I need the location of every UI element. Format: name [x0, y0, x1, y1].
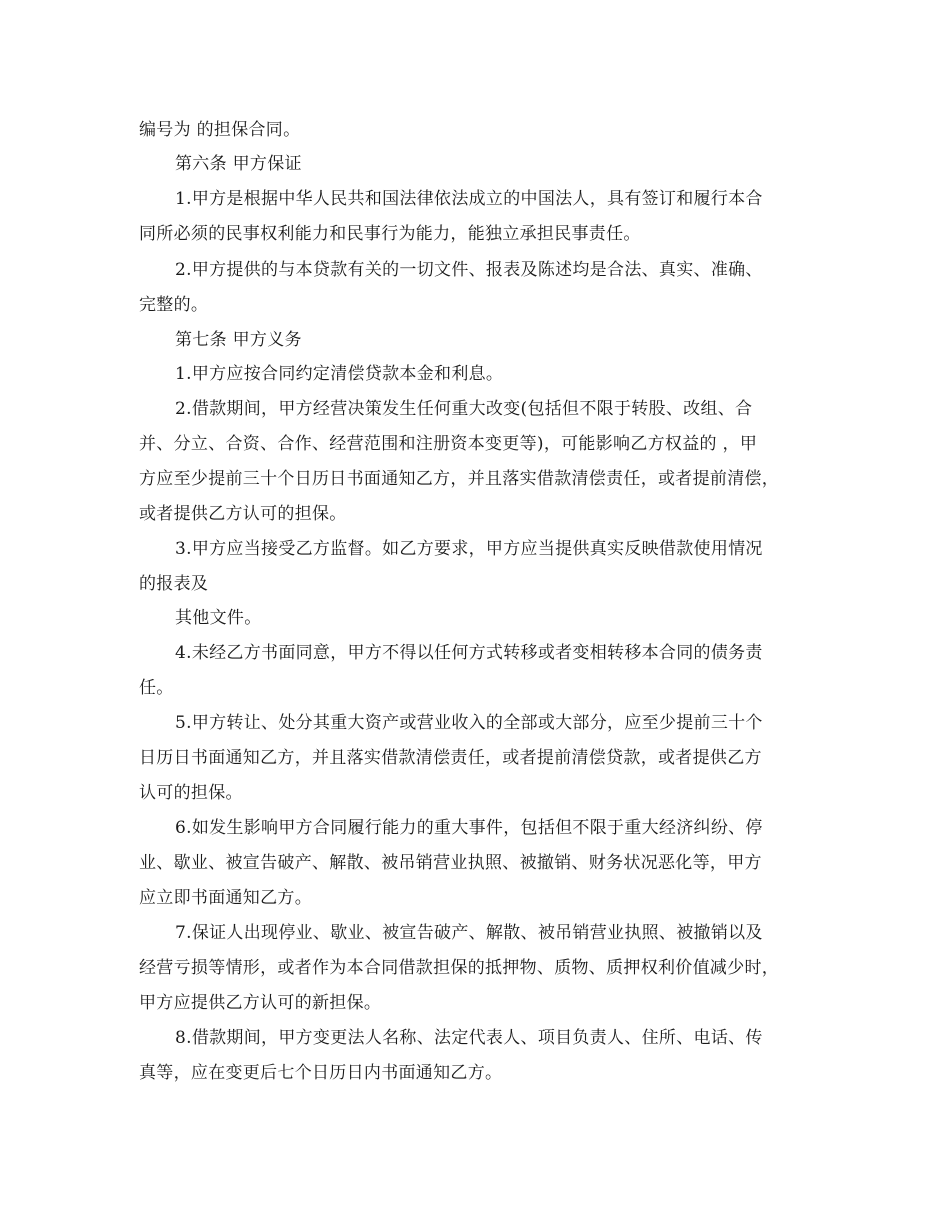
text-line: 经营亏损等情形，或者作为本合同借款担保的抵押物、质物、质押权利价值减少时，	[139, 958, 780, 978]
text-line: 的报表及	[139, 574, 209, 594]
text-line: 8.借款期间，甲方变更法人名称、法定代表人、项目负责人、住所、电话、传	[175, 1028, 763, 1048]
text-line: 2.甲方提供的与本贷款有关的一切文件、报表及陈述均是合法、真实、准确、	[175, 260, 763, 280]
text-line: 并、分立、合资、合作、经营范围和注册资本变更等)，可能影响乙方权益的 ，甲	[139, 434, 758, 454]
text-line: 甲方应提供乙方认可的新担保。	[139, 993, 382, 1013]
text-line: 5.甲方转让、处分其重大资产或营业收入的全部或大部分，应至少提前三十个	[175, 713, 763, 733]
section-heading: 第六条 甲方保证	[175, 154, 302, 174]
section-heading: 第七条 甲方义务	[175, 330, 302, 350]
text-line: 1.甲方应按合同约定清偿贷款本金和利息。	[175, 364, 504, 384]
text-line: 7.保证人出现停业、歇业、被宣告破产、解散、被吊销营业执照、被撤销以及	[175, 923, 763, 943]
text-line: 编号为 的担保合同。	[139, 120, 301, 140]
text-line: 日历日书面通知乙方，并且落实借款清偿责任，或者提前清偿贷款，或者提供乙方	[139, 748, 762, 768]
text-line: 或者提供乙方认可的担保。	[139, 504, 347, 524]
text-line: 其他文件。	[175, 608, 262, 628]
text-line: 3.甲方应当接受乙方监督。如乙方要求，甲方应当提供真实反映借款使用情况	[175, 539, 763, 559]
text-line: 业、歇业、被宣告破产、解散、被吊销营业执照、被撤销、财务状况恶化等，甲方	[139, 853, 762, 873]
text-line: 真等，应在变更后七个日历日内书面通知乙方。	[139, 1063, 503, 1083]
text-line: 4.未经乙方书面同意，甲方不得以任何方式转移或者变相转移本合同的债务责	[175, 643, 763, 663]
text-line: 2.借款期间，甲方经营决策发生任何重大改变(包括但不限于转股、改组、合	[175, 399, 753, 419]
text-line: 应立即书面通知乙方。	[139, 888, 312, 908]
text-line: 认可的担保。	[139, 783, 243, 803]
text-line: 同所必须的民事权利能力和民事行为能力，能独立承担民事责任。	[139, 224, 641, 244]
text-line: 1.甲方是根据中华人民共和国法律依法成立的中国法人，具有签订和履行本合	[175, 189, 763, 209]
text-line: 任。	[139, 678, 174, 698]
text-line: 完整的。	[139, 295, 209, 315]
text-line: 方应至少提前三十个日历日书面通知乙方，并且落实借款清偿责任，或者提前清偿，	[139, 469, 780, 489]
text-line: 6.如发生影响甲方合同履行能力的重大事件，包括但不限于重大经济纠纷、停	[175, 818, 763, 838]
